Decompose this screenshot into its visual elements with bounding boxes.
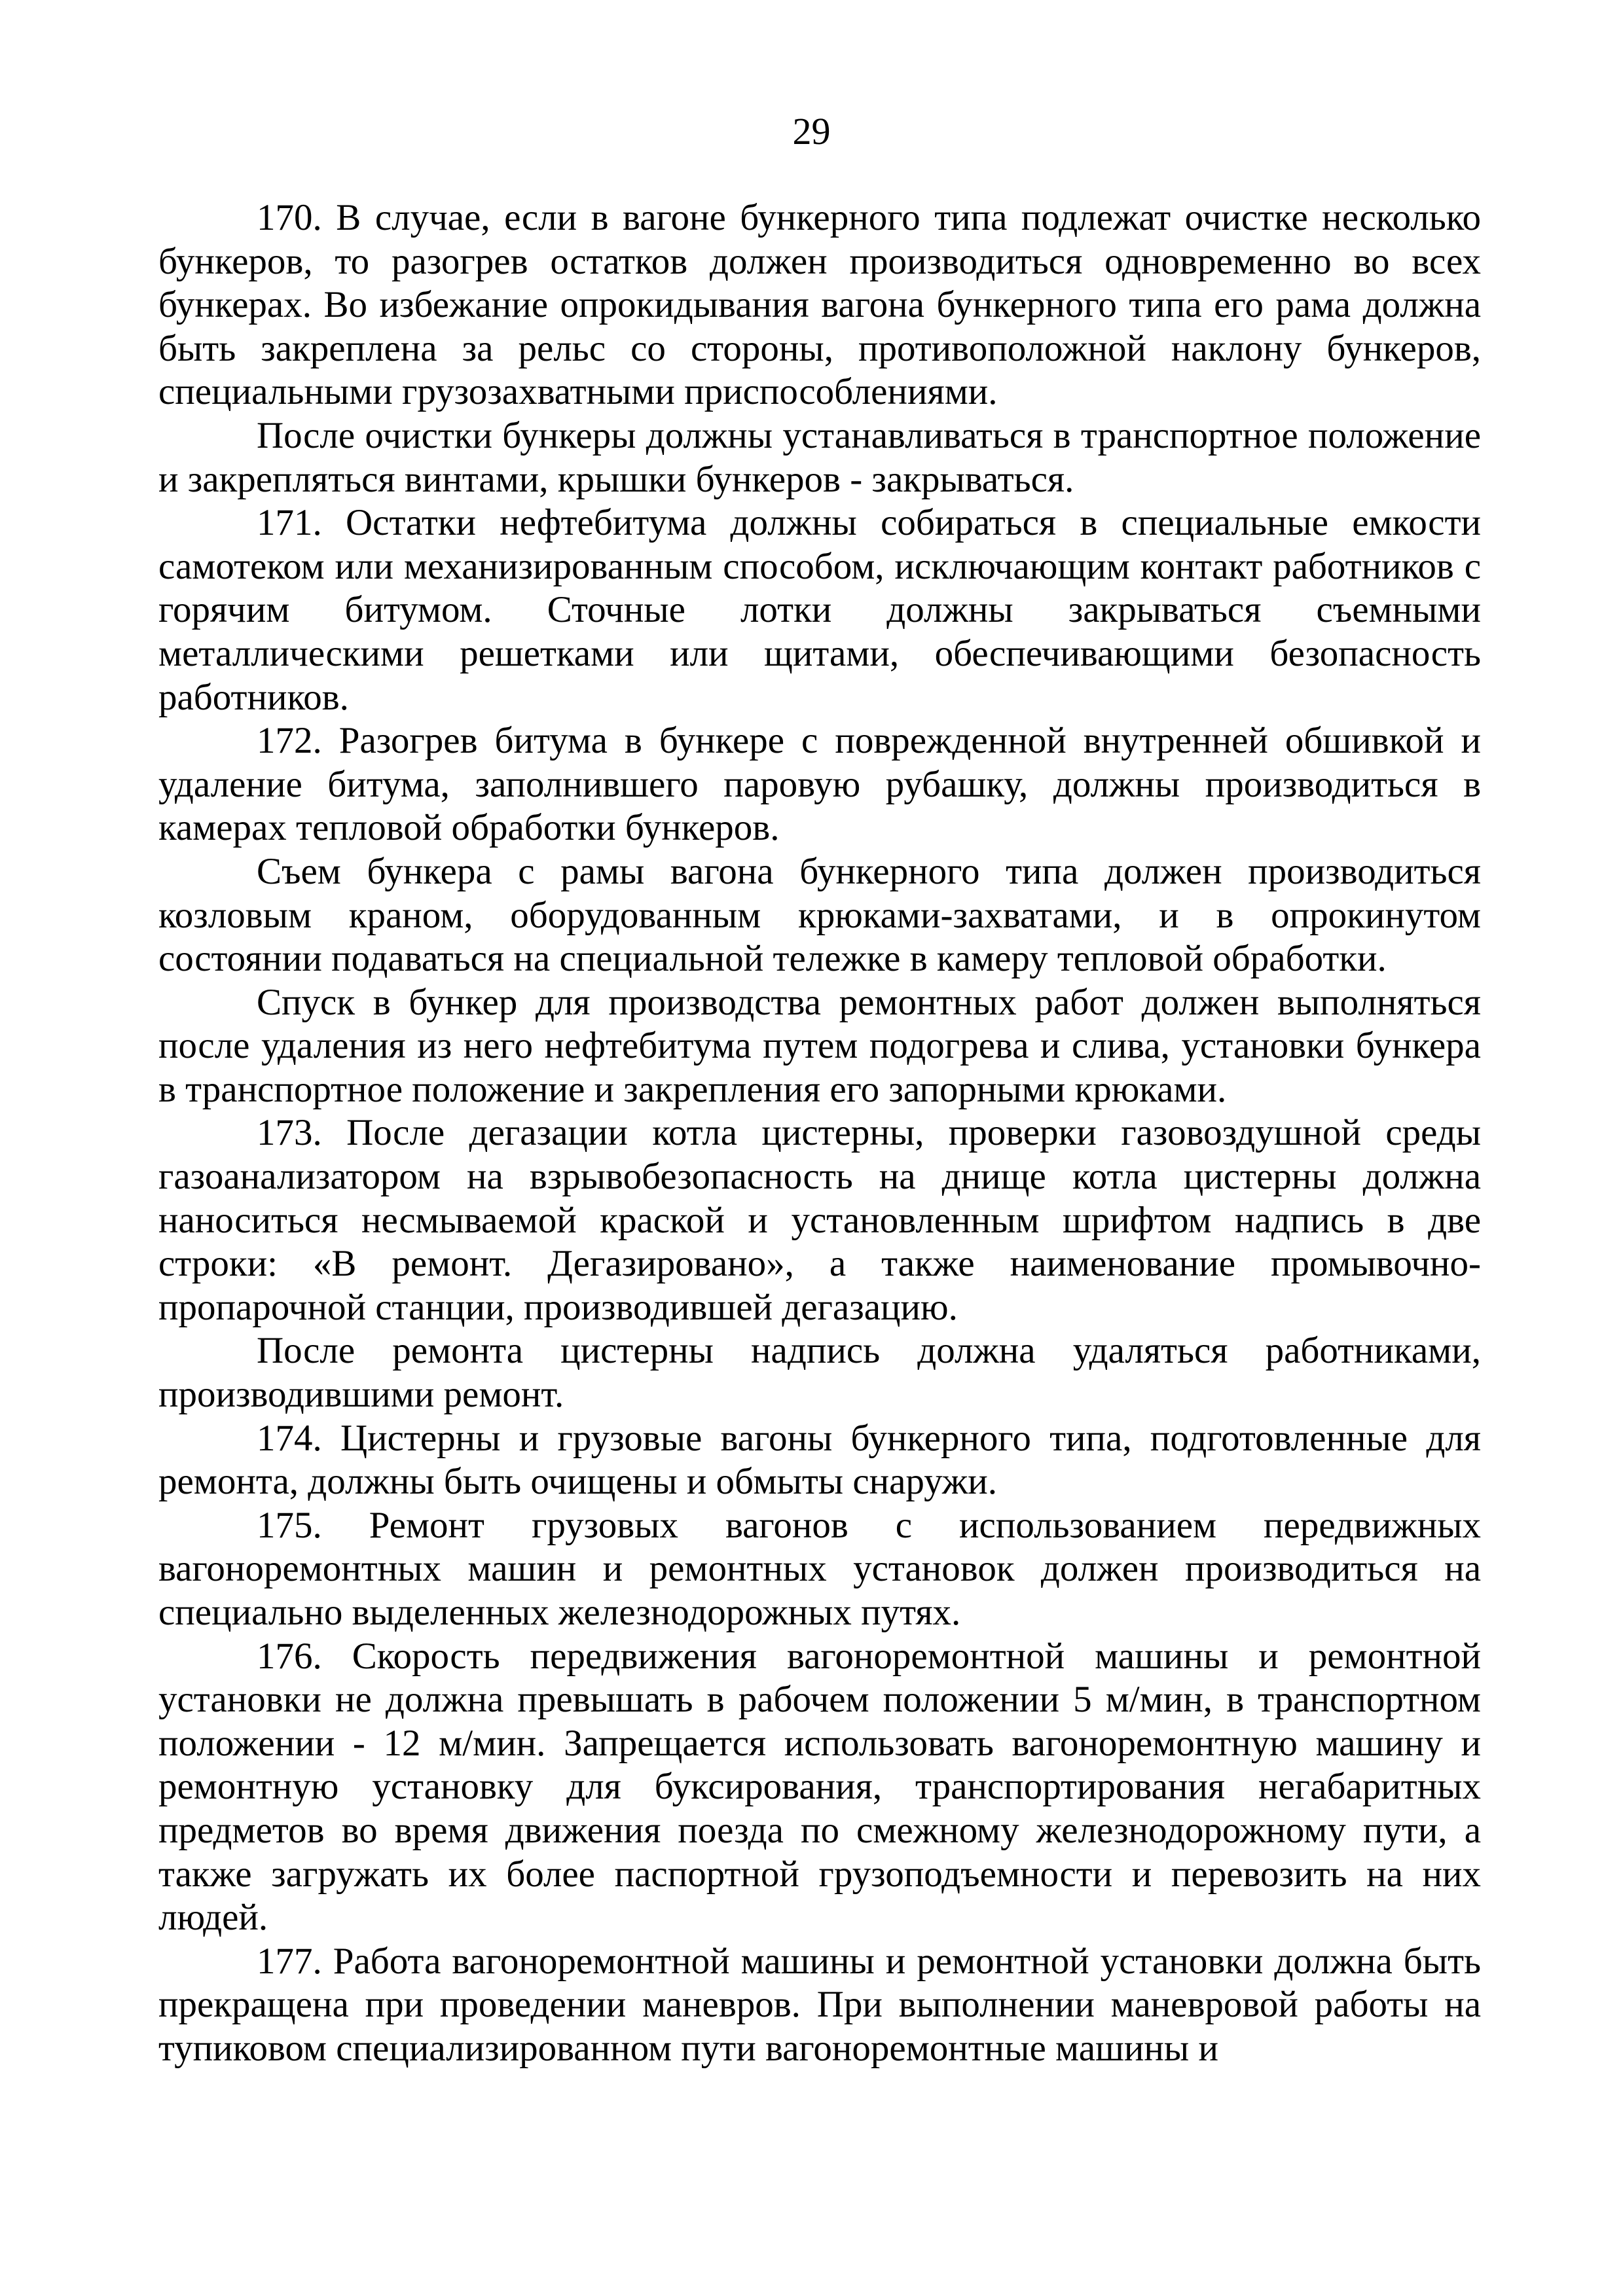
paragraph-176: 176. Скорость передвижения вагоноремонтной машины и ремонтной установки не должна превышать в рабочем положении 5 м/мин, в транспортном положении - 12 м/мин. Запрещается использовать вагоноремонтную машину и ремонтную установку для буксирования, транспортирования негабаритных предметов во время движения поезда по смежному железнодорожному пути, а также загружать их более паспортной грузоподъемности и перевозить на них людей. bbox=[158, 1635, 1481, 1939]
paragraph-177: 177. Работа вагоноремонтной машины и ремонтной установки должна быть прекращена при проведении маневров. При выполнении маневровой работы на тупиковом специализированном пути вагоноремонтные машины и bbox=[158, 1940, 1481, 2069]
page-number: 29 bbox=[792, 110, 831, 152]
document-body bbox=[158, 196, 1481, 2071]
paragraph-170-cont: После очистки бункеры должны устанавливаться в транспортное положение и закрепляться винтами, крышки бункеров - закрываться. bbox=[158, 414, 1481, 500]
paragraph-174: 174. Цистерны и грузовые вагоны бункерного типа, подготовленные для ремонта, должны быть очищены и обмыты снаружи. bbox=[158, 1417, 1481, 1503]
paragraph-172: 172. Разогрев битума в бункере с поврежденной внутренней обшивкой и удаление битума, заполнившего паровую рубашку, должны производиться в камерах тепловой обработки бункеров. bbox=[158, 720, 1481, 849]
paragraph-172-cont-1: Съем бункера с рамы вагона бункерного типа должен производиться козловым краном, оборудованным крюками-захватами, и в опрокинутом состоянии подаваться на специальной тележке в камеру тепловой обработки. bbox=[158, 850, 1481, 980]
paragraph-172-cont-2: Спуск в бункер для производства ремонтных работ должен выполняться после удаления из него нефтебитума путем подогрева и слива, установки бункера в транспортное положение и закрепления его запорными крюками. bbox=[158, 981, 1481, 1110]
paragraph-173-cont: После ремонта цистерны надпись должна удаляться работниками, производившими ремонт. bbox=[158, 1330, 1481, 1416]
paragraph-170: 170. В случае, если в вагоне бункерного типа подлежат очистке несколько бункеров, то разогрев остатков должен производиться одновременно во всех бункерах. Во избежание опрокидывания вагона бункерного типа его рама должна быть закреплена за рельс со стороны, противоположной наклону бункеров, специальными грузозахватными приспособлениями. bbox=[158, 197, 1481, 413]
paragraph-175: 175. Ремонт грузовых вагонов с использованием передвижных вагоноремонтных машин и ремонтных установок должен производиться на специально выделенных железнодорожных путях. bbox=[158, 1504, 1481, 1633]
paragraph-171: 171. Остатки нефтебитума должны собираться в специальные емкости самотеком или механизированным способом, исключающим контакт работников с горячим битумом. Сточные лотки должны закрываться съемными металлическими решетками или щитами, обеспечивающими безопасность работников. bbox=[158, 502, 1481, 718]
paragraph-173: 173. После дегазации котла цистерны, проверки газовоздушной среды газоанализатором на взрывобезопасность на днище котла цистерны должна наноситься несмываемой краской и установленным шрифтом надпись в две строки: «В ремонт. Дегазировано», а также наименование промывочно-пропарочной станции, производившей дегазацию. bbox=[158, 1112, 1481, 1328]
